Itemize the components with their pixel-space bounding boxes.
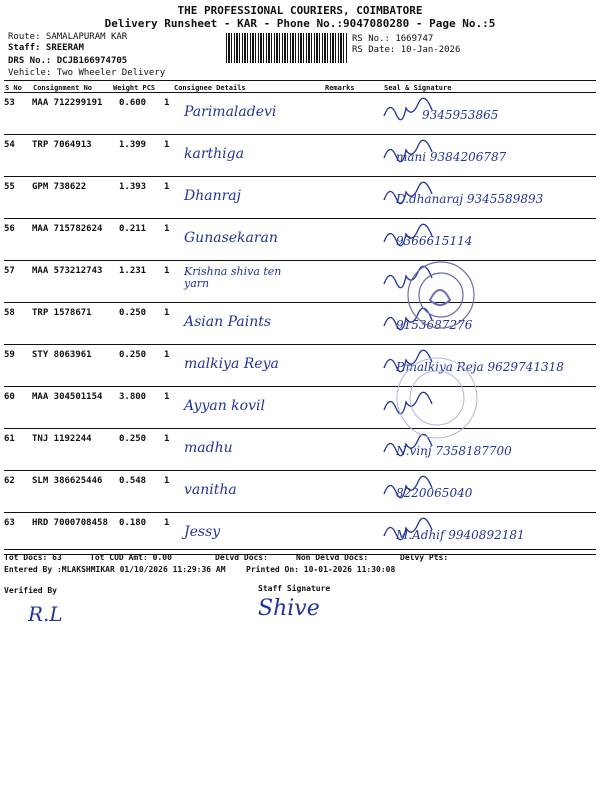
staff-label: Staff: SREERAM	[8, 43, 84, 53]
row-weight: 0.250	[119, 350, 147, 360]
table-row	[4, 92, 596, 134]
row-weight: 1.399	[119, 140, 147, 150]
table-row	[4, 470, 596, 512]
row-pcs: 1	[164, 434, 170, 444]
total-cod: Tot COD Amt: 0.00	[90, 553, 172, 562]
total-docs: Tot Docs: 63	[4, 553, 62, 562]
row-sno: 60	[4, 392, 15, 402]
row-weight: 0.250	[119, 434, 147, 444]
row-sno: 54	[4, 140, 15, 150]
route-label: Route: SAMALAPURAM KAR	[8, 32, 128, 42]
row-consignee-handwritten: madhu	[184, 440, 233, 456]
row-signature-handwritten: D.dhanaraj 9345589893	[396, 192, 544, 206]
row-weight: 0.180	[119, 518, 147, 528]
table-row	[4, 344, 596, 386]
row-consignment-number: MAA 304501154	[32, 392, 103, 402]
col-consignment: Consignment No	[33, 84, 93, 92]
table-row	[4, 176, 596, 218]
row-pcs: 1	[164, 266, 170, 276]
row-weight: 1.393	[119, 182, 147, 192]
signature-scribble-icon	[380, 474, 440, 504]
row-signature-handwritten: M.Adhif 9940892181	[396, 528, 525, 542]
row-sno: 61	[4, 434, 15, 444]
row-weight: 0.211	[119, 224, 147, 234]
entered-by: Entered By :MLAKSHMIKAR 01/10/2026 11:29:36 AM	[4, 565, 226, 574]
row-consignee-handwritten: Dhanraj	[184, 188, 241, 204]
vehicle-label: Vehicle: Two Wheeler Delivery	[8, 68, 166, 78]
col-consignee: Consignee Details	[174, 84, 246, 92]
row-weight: 0.600	[119, 98, 147, 108]
col-remarks: Remarks	[325, 84, 355, 92]
row-pcs: 1	[164, 518, 170, 528]
row-sno: 55	[4, 182, 15, 192]
row-sno: 59	[4, 350, 15, 360]
row-consignee-handwritten: malkiya Reya	[184, 356, 279, 372]
row-consignee-handwritten: vanitha	[184, 482, 237, 498]
row-sno: 63	[4, 518, 15, 528]
table-row	[4, 302, 596, 344]
table-top-rule	[4, 80, 596, 81]
table-row	[4, 218, 596, 260]
row-consignee-handwritten: Asian Paints	[184, 314, 272, 330]
row-pcs: 1	[164, 182, 170, 192]
row-signature-handwritten: P.malkiya Reja 9629741318	[396, 360, 564, 374]
row-consignment-number: TNJ 1192244	[32, 434, 92, 444]
signature-scribble-icon	[380, 264, 440, 294]
row-consignment-number: MAA 712299191	[32, 98, 103, 108]
col-weight-pcs: Weight PCS	[113, 84, 156, 92]
signature-scribble-icon	[380, 516, 440, 546]
row-pcs: 1	[164, 392, 170, 402]
row-pcs: 1	[164, 308, 170, 318]
signature-scribble-icon	[380, 180, 440, 210]
row-signature-handwritten: N.vinj 7358187700	[396, 444, 512, 458]
verified-signature: R.L	[28, 602, 63, 626]
row-weight: 1.231	[119, 266, 147, 276]
rs-number: RS No.: 1669747	[352, 34, 434, 44]
row-signature-handwritten: 9153687276	[396, 318, 473, 332]
row-consignment-number: MAA 573212743	[32, 266, 103, 276]
row-consignee-handwritten: Krishna shiva ten yarn	[184, 265, 282, 290]
non-delivered-docs: Non Delvd Docs:	[296, 553, 369, 562]
row-consignment-number: TRP 1578671	[32, 308, 92, 318]
printed-on: Printed On: 10-01-2026 11:30:08	[246, 565, 396, 574]
col-seal-signature: Seal & Signature	[384, 84, 452, 92]
row-pcs: 1	[164, 476, 170, 486]
signature-scribble-icon	[380, 390, 440, 420]
drs-number: DRS No.: DCJB166974705	[8, 56, 128, 66]
table-row	[4, 386, 596, 428]
row-sno: 62	[4, 476, 15, 486]
verified-by-label: Verified By	[4, 586, 57, 595]
row-weight: 0.250	[119, 308, 147, 318]
barcode	[226, 33, 348, 63]
row-pcs: 1	[164, 98, 170, 108]
row-signature-handwritten: 8220065040	[396, 486, 473, 500]
staff-signature-label: Staff Signature	[258, 584, 331, 593]
row-consignment-number: MAA 715782624	[32, 224, 103, 234]
table-row	[4, 260, 596, 302]
row-consignment-number: TRP 7064913	[32, 140, 92, 150]
row-weight: 0.548	[119, 476, 147, 486]
row-sno: 57	[4, 266, 15, 276]
runsheet-subtitle: Delivery Runsheet - KAR - Phone No.:9047080280 - Page No.:5	[104, 17, 496, 30]
row-weight: 3.800	[119, 392, 147, 402]
row-consignee-handwritten: Gunasekaran	[184, 230, 278, 246]
row-sno: 53	[4, 98, 15, 108]
row-consignee-handwritten: Parimaladevi	[184, 104, 277, 120]
delivery-points: Delvy Pts:	[400, 553, 449, 562]
row-pcs: 1	[164, 350, 170, 360]
row-consignee-handwritten: karthiga	[184, 146, 244, 162]
table-bottom-rule	[4, 549, 596, 550]
table-row	[4, 428, 596, 470]
col-sno: S No	[5, 84, 22, 92]
signature-scribble-icon	[380, 222, 440, 252]
row-consignment-number: HRD 7000708458	[32, 518, 108, 528]
row-sno: 58	[4, 308, 15, 318]
table-row	[4, 512, 596, 554]
row-consignment-number: STY 8063961	[32, 350, 92, 360]
row-signature-handwritten: mani 9384206787	[396, 150, 507, 164]
row-pcs: 1	[164, 140, 170, 150]
signature-scribble-icon	[380, 138, 440, 168]
delivered-docs: Delvd Docs:	[215, 553, 268, 562]
row-consignee-handwritten: Ayyan kovil	[184, 398, 265, 414]
table-row	[4, 134, 596, 176]
staff-signature: Shive	[258, 596, 320, 621]
row-consignment-number: GPM 738622	[32, 182, 87, 192]
signature-scribble-icon	[380, 348, 440, 378]
signature-scribble-icon	[380, 96, 440, 126]
signature-scribble-icon	[380, 306, 440, 336]
company-title: THE PROFESSIONAL COURIERS, COIMBATORE	[177, 4, 423, 17]
signature-scribble-icon	[380, 432, 440, 462]
rs-date: RS Date: 10-Jan-2026	[352, 45, 461, 55]
row-signature-handwritten: 9345953865	[422, 108, 499, 122]
row-sno: 56	[4, 224, 15, 234]
row-consignment-number: SLM 386625446	[32, 476, 103, 486]
row-pcs: 1	[164, 224, 170, 234]
row-consignee-handwritten: Jessy	[184, 524, 221, 540]
row-signature-handwritten: 9366615114	[396, 234, 473, 248]
